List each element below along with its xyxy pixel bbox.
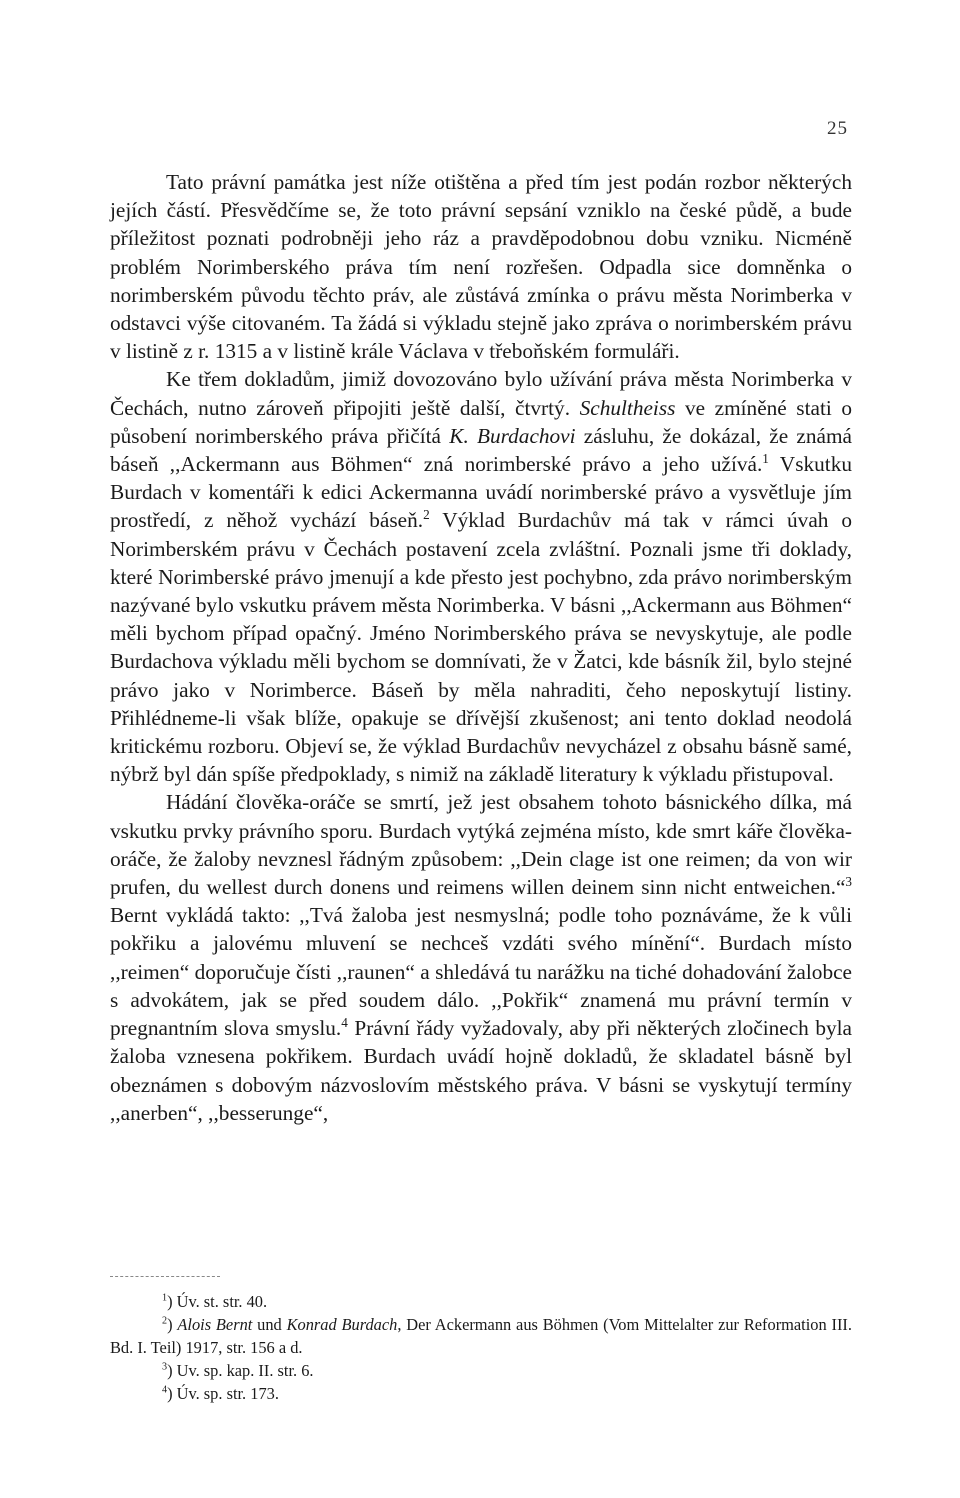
- text-run: Ke třem dokladům, jimiž dovozováno bylo užívání práva města Norimberka v Čechách, nutno zároveň připojiti ještě další, čtvrtý.: [110, 367, 852, 420]
- footnotes: [110, 1290, 852, 1405]
- author-name: Schultheiss: [579, 395, 676, 420]
- footnote-ref-2[interactable]: 2: [423, 507, 430, 523]
- footnote-mark: 4: [162, 1384, 168, 1396]
- paragraph-1: Tato právní památka jest níže otištěna a před tím jest podán rozbor některých jejích částí. Přesvědčíme se, že toto právní sepsání vzniklo na české půdě, a bude příležitost poznati podrobněji jeho ráz a pravděpodobnou dobu vzniku. Nicméně problém Norimberského práva tím není rozřešen. Odpadla sice domněnka o norimberském původu těchto práv, ale zůstává zmínka o právu města Norimberka v odstavci výše citovaném. Ta žádá si výkladu stejně jako zpráva o norimberském právu v listině z r. 1315 a v listině krále Václava v třeboňském formuláři.: [110, 170, 852, 364]
- footnote-ref-3[interactable]: 3: [845, 873, 852, 889]
- text-run: Vskutku Burdach v komentáři k edici Ackermanna uvádí norimberské právo a vysvětluje jím prostředí, z něhož vychází báseň.: [110, 452, 852, 533]
- footnote-mark: 2: [162, 1315, 168, 1327]
- author-name: Alois Bernt: [177, 1315, 253, 1334]
- footnote-ref-1[interactable]: 1: [762, 450, 769, 466]
- page-number: 25: [827, 118, 848, 139]
- footnote-mark: 3: [162, 1361, 168, 1373]
- footnote-text: und: [252, 1315, 287, 1334]
- footnote-mark: 1: [162, 1292, 168, 1304]
- text-run: Hádání člověka-oráče se smrtí, jež jest obsahem tohoto básnického dílka, má vskutku prvky právního sporu. Burdach vytýká zejména místo, kde smrt káře člověka-oráče, že žaloby nevznesl řádným způsobem: ,,Dein clage ist one reimen; da von wir prufen, du wellest durch donens und reimens willen deinem sinn nicht entweichen.“: [110, 790, 852, 900]
- footnote-4: $^4$) Úv. sp. str. 173.: [162, 1384, 279, 1403]
- footnote-ref-4[interactable]: 4: [341, 1015, 348, 1030]
- footnote-3: $^3$) Uv. sp. kap. II. str. 6.: [162, 1361, 314, 1380]
- author-name: Konrad Burdach: [286, 1315, 398, 1334]
- author-name: K. Burdachovi: [449, 423, 576, 448]
- footnote-divider: [110, 1276, 220, 1277]
- footnote-1: $^1$) Úv. st. str. 40.: [162, 1292, 268, 1311]
- paragraph-2: [110, 365, 852, 788]
- footnote-text: Úv. sp. str. 173.: [172, 1384, 279, 1403]
- text-run: zásluhu, že dokázal, že známá báseň ,,Ackermann aus Böhmen“ zná norimberské právo a jeho užívá.: [110, 423, 852, 477]
- text-run: Právní řády vyžadovaly, aby při některých zločinech byla žaloba vznesena pokřikem. Burdach uvádí hojně dokladů, že skladatel básně byl obeznámen s dobovým názvoslovím městského práva. V básni se vyskytují termíny ,,anerben“, ,,besserunge“,: [110, 1016, 852, 1125]
- footnote-text: Úv. st. str. 40.: [172, 1292, 268, 1311]
- text-run: Bernt vykládá takto: ,,Tvá žaloba jest nesmyslná; podle toho poznáváme, že k vůli pokřiku a jalovému mluvení se nechceš vzdáti svého mínění“. Burdach místo ,,reimen“ doporučuje čísti ,,raunen“ a shledává tu narážku na tiché dohadování žalobce s advokátem, jak se před soudem dálo. ,,Pokřik“ znamená mu právní termín v pregnantním slova smyslu.: [110, 903, 852, 1041]
- footnote-2: $^2$) Alois Bernt und Konrad Burdach, Der Ackermann aus Böhmen (Vom Mittelalter zur Reformation III. Bd. I. Teil) 1917, str. 156 a d.: [110, 1315, 852, 1357]
- body-text: [110, 168, 852, 1127]
- paragraph-3: [110, 788, 852, 1126]
- text-run: Výklad Burdachův má tak v rámci úvah o Norimberském právu v Čechách postavení zcela zvláštní. Poznali jsme tři doklady, které Norimberské právo jmenují a kde přesto jest pochybno, zda právo norimberským nazývané bylo vskutku právem města Norimberka. V básni ,,Ackermann aus Böhmen“ měli bychom případ opačný. Jméno Norimberského práva se nevyskytuje, ale podle Burdachova výkladu měli bychom se domnívati, že v Žatci, kde básník žil, bylo stejné právo jako v Norimberce. Báseň by měla nahraditi, čeho neposkytují listiny. Přihlédneme-li však blíže, opakuje se dřívější zkušenost; ani tento doklad neodolá kritickému rozboru. Objeví se, že výklad Burdachův nevycházel z obsahu básně samé, nýbrž byl dán spíše předpoklady, s nimiž na základě literatury k výkladu přistupoval.: [110, 508, 852, 787]
- text-run: ve zmíněné stati o působení norimberského práva přičítá: [110, 395, 852, 448]
- footnote-text: Uv. sp. kap. II. str. 6.: [172, 1361, 314, 1380]
- footnote-text: , Der Ackermann aus Böhmen (Vom Mittelalter zur Reformation III. Bd. I. Teil) 1917, str. 156 a d.: [110, 1315, 852, 1357]
